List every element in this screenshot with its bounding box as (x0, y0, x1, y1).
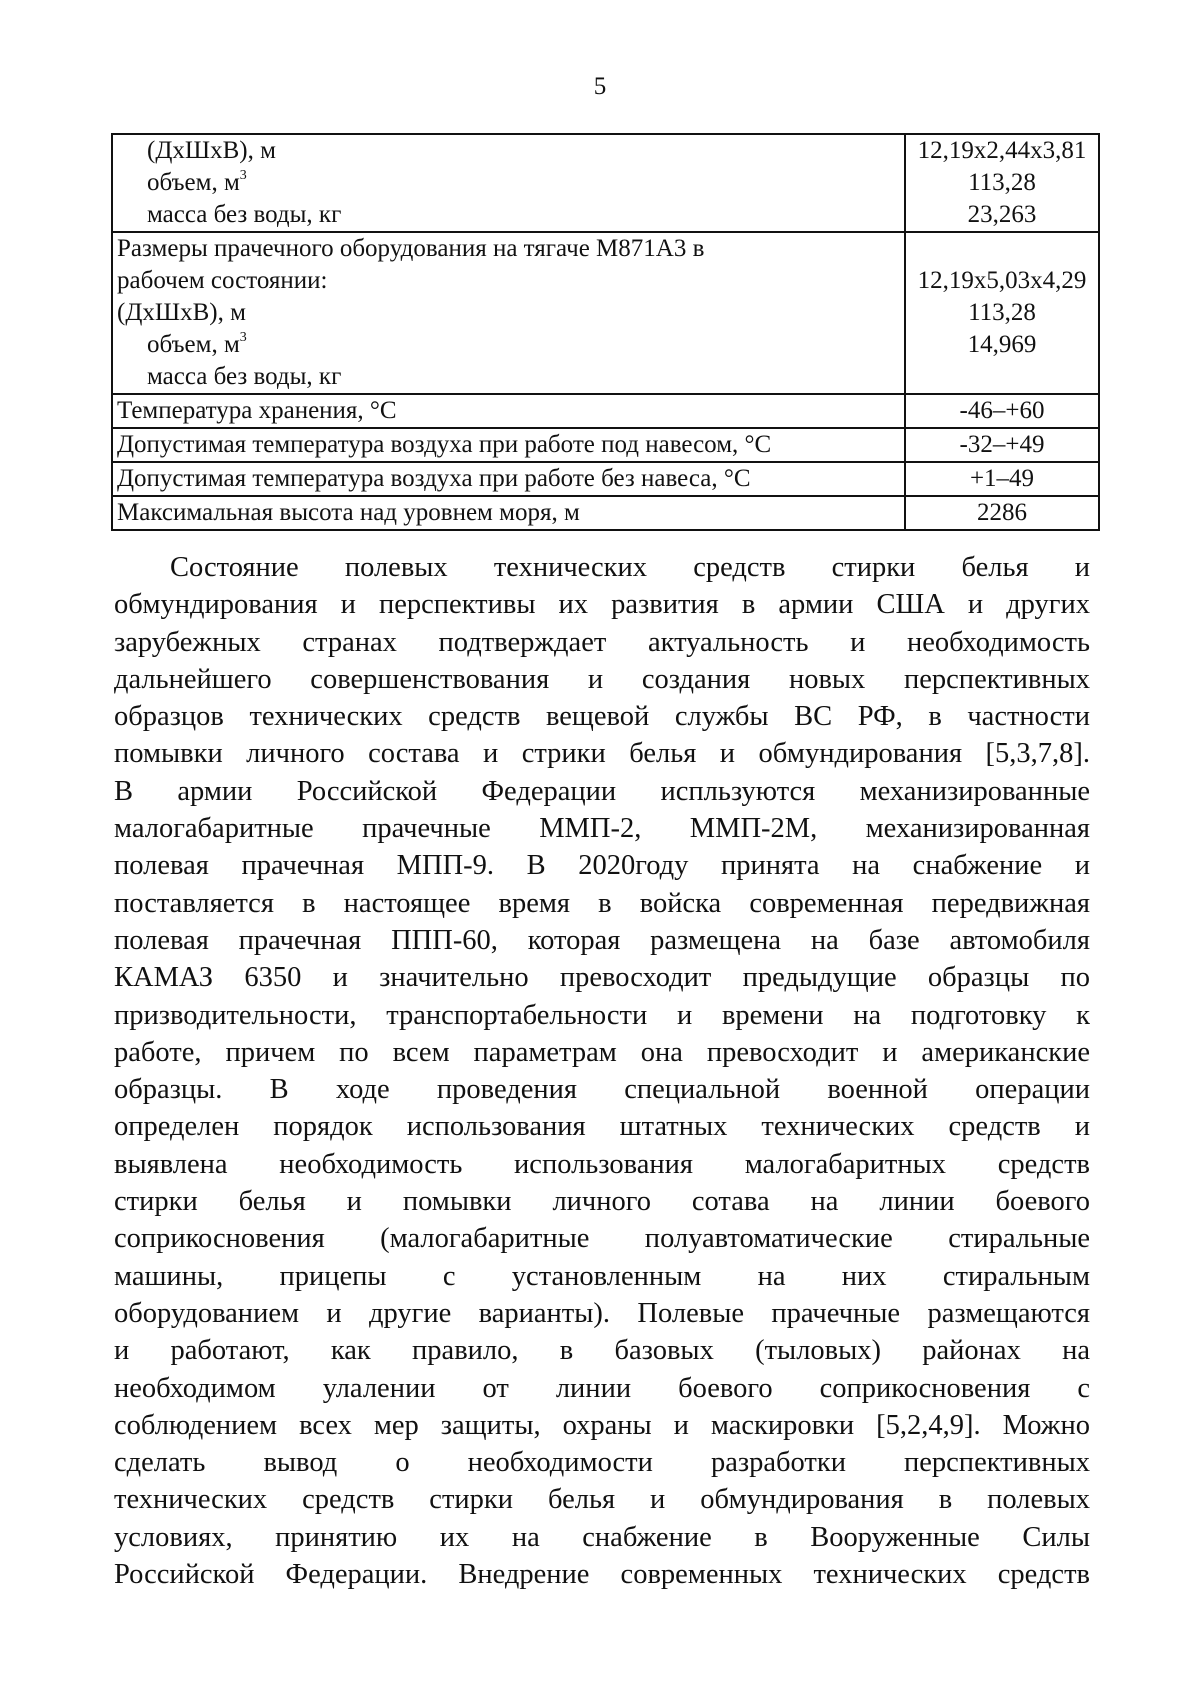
working-title-line1: Размеры прачечного оборудования на тягаче М871А3 в (117, 235, 705, 262)
storage-temp-label: Температура хранения, °С (112, 394, 905, 428)
working-values-cell (905, 232, 1099, 394)
open-temp-label: Допустимая температура воздуха при работе без навеса, °С (112, 462, 905, 496)
text-line: образцов технических средств вещевой службы ВС РФ, в частности (114, 701, 1090, 733)
text-line: малогабаритные прачечные ММП-2, ММП-2М, механизированная (114, 813, 1090, 845)
volume-label: объем, $м^3$ (147, 329, 247, 358)
dims-label: (ДхШхВ), м (117, 299, 246, 326)
text-line: образцы. В ходе проведения специальной военной операции (114, 1074, 1090, 1106)
working-dimensions-cell (112, 232, 905, 394)
text-line: зарубежных странах подтверждает актуальность и необходимость (114, 626, 1090, 658)
text-line: выявлена необходимость использования малогабаритных средств (114, 1148, 1090, 1180)
text-line: поставляется в настоящее время в войска современная передвижная (114, 887, 1090, 919)
mass-label: масса без воды, кг (147, 201, 342, 228)
body-paragraph (114, 549, 1090, 1593)
open-temp-value: +1–49 (905, 462, 1099, 496)
table-row (112, 428, 1099, 462)
dims-value: 12,19х2,44х3,81 (917, 137, 1087, 164)
text-line: призводительности, транспортабельности и времени на подготовку к (114, 999, 1090, 1031)
text-line: технических средств стирки белья и обмундирования в полевых (114, 1484, 1090, 1516)
dims-value: 12,19х5,03х4,29 (917, 267, 1087, 294)
altitude-label: Максимальная высота над уровнем моря, м (112, 496, 905, 530)
mass-value: 23,263 (967, 201, 1037, 228)
specifications-table (111, 133, 1100, 531)
text-line: определен порядок использования штатных технических средств и (114, 1111, 1090, 1143)
dims-label: (ДхШхВ), м (147, 137, 276, 164)
text-line: сделать вывод о необходимости разработки перспективных (114, 1447, 1090, 1479)
text-line: Состояние полевых технических средств стирки белья и (170, 552, 1090, 583)
text-line: обмундирования и перспективы их развития в армии США и других (114, 589, 1090, 621)
text-line: КАМАЗ 6350 и значительно превосходит предыдущие образцы по (114, 962, 1090, 994)
text-line: помывки личного состава и стрики белья и обмундирования [5,3,7,8]. (114, 738, 1090, 770)
container-values-cell (905, 134, 1099, 232)
storage-temp-value: -46–+60 (905, 394, 1099, 428)
text-line: оборудованием и другие варианты). Полевые прачечные размещаются (114, 1297, 1090, 1329)
table-row (112, 394, 1099, 428)
table-row (112, 496, 1099, 530)
table-row (112, 462, 1099, 496)
mass-label: масса без воды, кг (147, 363, 342, 390)
table-row (112, 232, 1099, 394)
shelter-temp-value: -32–+49 (905, 428, 1099, 462)
working-title-line2: рабочем состоянии: (117, 267, 328, 294)
altitude-value: 2286 (905, 496, 1099, 530)
volume-value: 113,28 (968, 299, 1036, 326)
text-line: соприкосновения (малогабаритные полуавтоматические стиральные (114, 1223, 1090, 1255)
container-dimensions-cell (112, 134, 905, 232)
text-line: необходимом улалении от линии боевого соприкосновения с (114, 1372, 1090, 1404)
shelter-temp-label: Допустимая температура воздуха при работе под навесом, °С (112, 428, 905, 462)
text-line: Российской Федерации. Внедрение современных технических средств (114, 1559, 1090, 1591)
mass-value: 14,969 (967, 331, 1037, 358)
text-line: полевая прачечная МПП-9. В 2020году принята на снабжение и (114, 850, 1090, 882)
text-line: В армии Российской Федерации испльзуются механизированные (114, 775, 1090, 807)
volume-value: 113,28 (968, 169, 1036, 196)
text-line: работе, причем по всем параметрам она превосходит и американские (114, 1036, 1090, 1068)
text-line: машины, прицепы с установленным на них стиральным (114, 1260, 1090, 1292)
text-line: стирки белья и помывки личного сотава на линии боевого (114, 1186, 1090, 1218)
text-line: полевая прачечная ППП-60, которая размещена на базе автомобиля (114, 924, 1090, 956)
page-number: 5 (593, 73, 607, 100)
volume-label: объем, $м^3$ (147, 167, 247, 196)
text-line: и работают, как правило, в базовых (тыловых) районах на (114, 1335, 1090, 1367)
text-line: условиях, принятию их на снабжение в Вооруженные Силы (114, 1521, 1090, 1553)
text-line: соблюдением всех мер защиты, охраны и маскировки [5,2,4,9]. Можно (114, 1409, 1090, 1441)
table-row (112, 134, 1099, 232)
text-line: дальнейшего совершенствования и создания новых перспективных (114, 663, 1090, 695)
